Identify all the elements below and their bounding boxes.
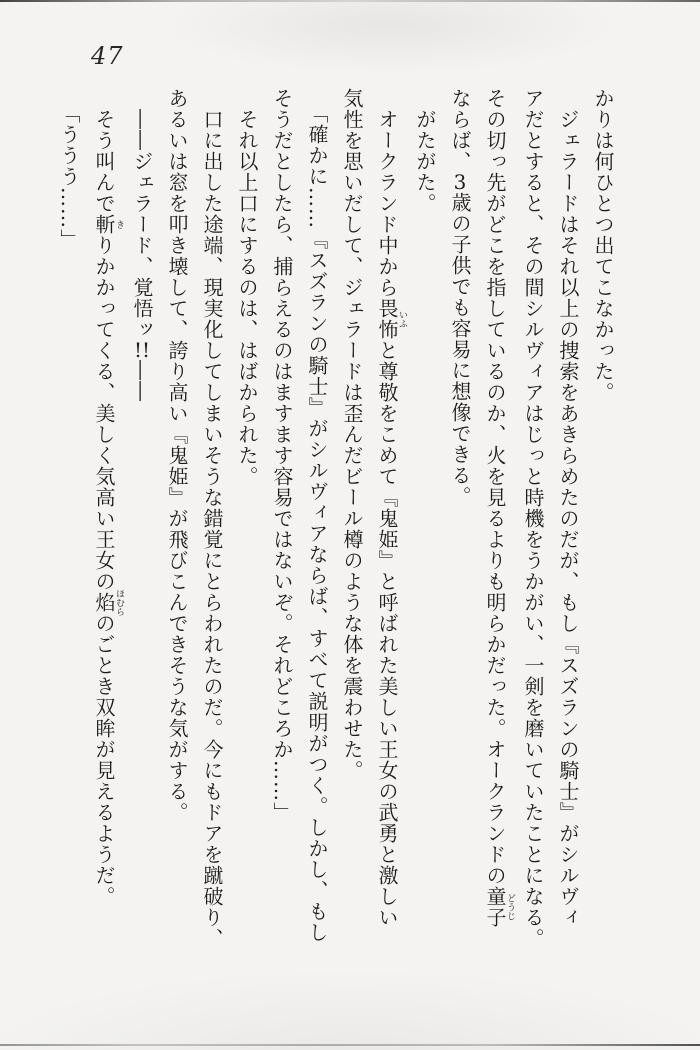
furigana-text: き (114, 214, 124, 235)
page-number: 47 (91, 42, 124, 70)
text-column: そう叫んで斬きりかかってくる、美しく気高い王女の焰ほむらのごとき双眸が見えるようだ。 (92, 109, 124, 907)
text-column: がたがた。 (413, 109, 437, 214)
tate-chu-yoko-text: 3 (453, 172, 467, 192)
text-column: あるいは窓を叩き壊して、誇り高い『鬼姫』が飛びこんできそうな気がする。 (165, 88, 189, 823)
text-block (51, 88, 620, 968)
text-column: アだとすると、その間シルヴィアはじっと時機をうかがい、一剣を磨いていたことになる。 (521, 88, 545, 949)
furigana-annotated-word: 畏怖いふ (375, 298, 407, 340)
tate-chu-yoko-text: !! (133, 340, 151, 360)
furigana-text: ほむら (114, 589, 124, 616)
text-column: 「ううう……」 (57, 103, 81, 250)
furigana-text: いふ (397, 298, 407, 340)
text-column: かりは何ひとつ出てこなかった。 (591, 88, 615, 403)
furigana-annotated-word: 焰ほむら (92, 589, 124, 616)
text-column: ――ジェラード、覚悟ッ!!―― (130, 109, 154, 402)
furigana-annotated-word: 斬き (92, 214, 124, 235)
text-column: 口に出した途端、現実化してしまいそうな錯覚にとらわれたのだ。今にもドアを蹴破り、 (200, 109, 224, 949)
text-column: 「確かに……『スズランの騎士』がシルヴィアならば、すべて説明がつく。しかし、もし (305, 103, 329, 943)
scan-artifact-top-edge (0, 0, 700, 2)
text-column: ジェラードはそれ以上の捜索をあきらめたのだが、もし『スズランの騎士』がシルヴィ (556, 109, 580, 928)
furigana-annotated-word: 童子どうじ (483, 886, 515, 928)
text-column: その切っ先がどこを指しているのか、火を見るよりも明らかだった。オークランドの童子どうじ (483, 88, 515, 928)
text-column: ならば、3歳の子供でも容易に想像できる。 (448, 88, 472, 507)
text-column: オークランド中から畏怖いふと尊敬をこめて『鬼姫』と呼ばれた美しい王女の武勇と激しい (375, 109, 407, 928)
scan-artifact-bottom-edge (0, 1044, 700, 1046)
text-column: そうだとしたら、捕らえるのはますます容易ではないぞ。それどころか……」 (270, 88, 294, 823)
furigana-text: どうじ (505, 886, 515, 928)
text-column: それ以上口にするのは、はばかられた。 (235, 109, 259, 487)
text-column: 気性を思いだして、ジェラードは歪んだビール樽のような体を震わせた。 (340, 88, 364, 781)
